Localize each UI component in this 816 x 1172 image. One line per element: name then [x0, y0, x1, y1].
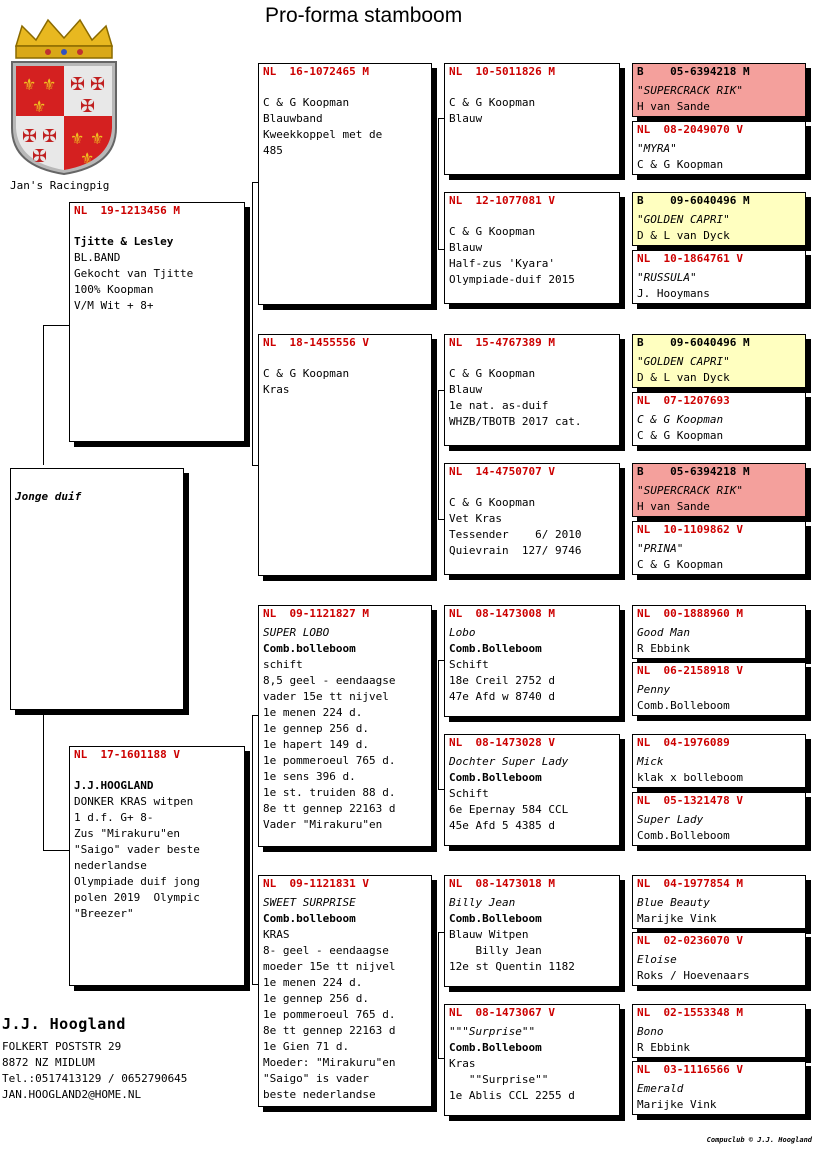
- ring-number: NL 08-1473018 M: [449, 877, 555, 890]
- ancestor-owner: Marijke Vink: [637, 912, 717, 925]
- ring-number: NL 00-1888960 M: [637, 607, 743, 620]
- ancestor-name: "SUPERCRACK RIK": [637, 484, 743, 497]
- pedigree-line: [449, 212, 615, 224]
- ancestor-name: Eloise: [637, 953, 677, 966]
- pedigree-line: nederlandse: [74, 859, 147, 872]
- great-grandparent-box[interactable]: [444, 63, 620, 175]
- pedigree-line: """Surprise"": [449, 1025, 536, 1038]
- ancestor-owner: D & L van Dyck: [637, 371, 730, 384]
- ancestor-name: "GOLDEN CAPRI": [637, 355, 730, 368]
- svg-text:✠: ✠: [22, 126, 38, 147]
- grandparent-box[interactable]: [258, 875, 432, 1107]
- svg-text:⚜: ⚜: [32, 97, 47, 116]
- pedigree-line: V/M Wit + 8+: [74, 299, 154, 312]
- pedigree-line: Schift: [449, 658, 489, 671]
- pedigree-line: Vader "Mirakuru"en: [263, 818, 383, 831]
- ring-number: NL 08-1473067 V: [449, 1006, 555, 1019]
- great-grandparent-box[interactable]: [444, 875, 620, 987]
- ancestor-name: Good Man: [637, 626, 690, 639]
- svg-text:✠: ✠: [32, 146, 48, 167]
- pedigree-line: Tjitte & Lesley: [74, 235, 174, 248]
- ancestor-name: Bono: [637, 1025, 664, 1038]
- gen4-ancestor-box[interactable]: [632, 1061, 806, 1115]
- pedigree-line: Lobo: [449, 626, 476, 639]
- pedigree-line: 6e Epernay 584 CCL: [449, 803, 569, 816]
- pedigree-line: J.J.HOOGLAND: [74, 779, 154, 792]
- ring-number: NL 02-0236070 V: [637, 934, 743, 947]
- ancestor-owner: C & G Koopman: [637, 429, 724, 442]
- ring-number: NL 08-2049070 V: [637, 123, 743, 136]
- ring-number: NL 14-4750707 V: [449, 465, 555, 478]
- svg-text:⚜: ⚜: [22, 75, 37, 94]
- gen4-ancestor-box[interactable]: [632, 605, 806, 659]
- pedigree-line: C & G Koopman: [449, 225, 536, 238]
- connector: [43, 325, 44, 465]
- pedigree-line: 485: [263, 144, 283, 157]
- pedigree-line: Gekocht van Tjitte: [74, 267, 194, 280]
- ring-number: NL 10-1109862 V: [637, 523, 743, 536]
- pedigree-line: KRAS: [263, 928, 290, 941]
- great-grandparent-box[interactable]: [444, 192, 620, 304]
- pedigree-line: Schift: [449, 787, 489, 800]
- pedigree-line: BL.BAND: [74, 251, 121, 264]
- pedigree-line: C & G Koopman: [449, 96, 536, 109]
- pedigree-line: Half-zus 'Kyara': [449, 257, 555, 270]
- svg-text:⚜: ⚜: [80, 149, 95, 168]
- ancestor-owner: R Ebbink: [637, 642, 690, 655]
- ancestor-owner: klak x bolleboom: [637, 771, 743, 784]
- pedigree-line: Dochter Super Lady: [449, 755, 569, 768]
- pedigree-line: "Saigo" is vader: [263, 1072, 369, 1085]
- pedigree-line: Blauw: [449, 383, 483, 396]
- pedigree-line: 100% Koopman: [74, 283, 154, 296]
- ancestor-owner: H van Sande: [637, 100, 710, 113]
- pedigree-line: [263, 83, 427, 95]
- connector: [43, 325, 69, 326]
- pedigree-line: Moeder: "Mirakuru"en: [263, 1056, 396, 1069]
- owner-email[interactable]: JAN.HOOGLAND2@HOME.NL: [2, 1088, 142, 1101]
- gen4-ancestor-box[interactable]: [632, 463, 806, 517]
- pedigree-line: 47e Afd w 8740 d: [449, 690, 555, 703]
- ancestor-owner: R Ebbink: [637, 1041, 690, 1054]
- ring-number: NL 02-1553348 M: [637, 1006, 743, 1019]
- pedigree-line: [74, 222, 240, 234]
- pedigree-line: moeder 15e tt nijvel: [263, 960, 396, 973]
- gen4-ancestor-box[interactable]: [632, 875, 806, 929]
- ring-number: B 05-6394218 M: [637, 465, 750, 478]
- pedigree-line: "Saigo" vader beste: [74, 843, 200, 856]
- ring-number: NL 10-1864761 V: [637, 252, 743, 265]
- ancestor-name: Emerald: [637, 1082, 684, 1095]
- page-title: Pro-forma stamboom: [265, 4, 463, 27]
- ancestor-owner: Marijke Vink: [637, 1098, 717, 1111]
- svg-text:✠: ✠: [90, 74, 106, 95]
- pedigree-line: [449, 354, 615, 366]
- pedigree-line: [263, 354, 427, 366]
- pedigree-line: 8e tt gennep 22163 d: [263, 802, 396, 815]
- owner-tel: Tel.:0517413129 / 0652790645: [2, 1072, 188, 1085]
- pedigree-line: 1e menen 224 d.: [263, 976, 363, 989]
- pedigree-line: C & G Koopman: [263, 367, 350, 380]
- footer-credit: Compuclub © J.J. Hoogland: [706, 1136, 812, 1144]
- pedigree-line: 1e Ablis CCL 2255 d: [449, 1089, 575, 1102]
- pedigree-line: 1e hapert 149 d.: [263, 738, 369, 751]
- ancestor-owner: D & L van Dyck: [637, 229, 730, 242]
- grandparent-box[interactable]: [258, 605, 432, 847]
- pedigree-line: 1 d.f. G+ 8-: [74, 811, 154, 824]
- pedigree-line: Tessender 6/ 2010: [449, 528, 582, 541]
- pedigree-line: 8,5 geel - eendaagse: [263, 674, 396, 687]
- pedigree-line: Zus "Mirakuru"en: [74, 827, 180, 840]
- owner-name: J.J. Hoogland: [2, 1015, 126, 1033]
- ancestor-name: "RUSSULA": [637, 271, 697, 284]
- ancestor-name: C & G Koopman: [637, 413, 724, 426]
- svg-text:⚜: ⚜: [42, 75, 57, 94]
- pedigree-line: Comb.Bolleboom: [449, 1041, 542, 1054]
- ancestor-owner: H van Sande: [637, 500, 710, 513]
- pedigree-line: 45e Afd 5 4385 d: [449, 819, 555, 832]
- pedigree-line: schift: [263, 658, 303, 671]
- ancestor-name: "PRINA": [637, 542, 684, 555]
- pedigree-line: Olympiade duif jong: [74, 875, 200, 888]
- pedigree-line: Comb.bolleboom: [263, 642, 356, 655]
- pedigree-line: Comb.Bolleboom: [449, 912, 542, 925]
- ring-number: B 05-6394218 M: [637, 65, 750, 78]
- great-grandparent-box[interactable]: [444, 734, 620, 846]
- gen4-ancestor-box[interactable]: [632, 1004, 806, 1058]
- pedigree-line: polen 2019 Olympic: [74, 891, 200, 904]
- ring-number: NL 19-1213456 M: [74, 204, 180, 217]
- pedigree-line: WHZB/TBOTB 2017 cat.: [449, 415, 582, 428]
- logo-label: Jan's Racingpig: [10, 179, 110, 192]
- pedigree-line: 1e menen 224 d.: [263, 706, 363, 719]
- svg-text:⚜: ⚜: [70, 129, 85, 148]
- pedigree-line: 12e st Quentin 1182: [449, 960, 575, 973]
- pedigree-line: [449, 483, 615, 495]
- pedigree-line: DONKER KRAS witpen: [74, 795, 194, 808]
- great-grandparent-box[interactable]: [444, 463, 620, 575]
- subject-label: Jonge duif: [15, 490, 82, 503]
- owner-city: 8872 NZ MIDLUM: [2, 1056, 95, 1069]
- ring-number: NL 04-1977854 M: [637, 877, 743, 890]
- ancestor-owner: Comb.Bolleboom: [637, 699, 730, 712]
- pedigree-line: 1e pommeroeul 765 d.: [263, 754, 396, 767]
- gen4-ancestor-box[interactable]: [632, 792, 806, 846]
- pedigree-line: 8e tt gennep 22163 d: [263, 1024, 396, 1037]
- pedigree-line: C & G Koopman: [449, 367, 536, 380]
- ancestor-owner: Comb.Bolleboom: [637, 829, 730, 842]
- gen4-ancestor-box[interactable]: [632, 392, 806, 446]
- ring-number: NL 18-1455556 V: [263, 336, 369, 349]
- ancestor-owner: C & G Koopman: [637, 158, 724, 171]
- ancestor-owner: J. Hooymans: [637, 287, 710, 300]
- subject-pigeon-box[interactable]: [10, 468, 184, 710]
- ring-number: NL 05-1321478 V: [637, 794, 743, 807]
- ancestor-owner: Roks / Hoevenaars: [637, 969, 750, 982]
- pedigree-line: 1e gennep 256 d.: [263, 992, 369, 1005]
- pedigree-line: Olympiade-duif 2015: [449, 273, 575, 286]
- pedigree-line: 1e pommeroeul 765 d.: [263, 1008, 396, 1021]
- svg-text:✠: ✠: [70, 74, 86, 95]
- gen4-ancestor-box[interactable]: [632, 121, 806, 175]
- pedigree-line: Kras: [263, 383, 290, 396]
- pedigree-line: Comb.bolleboom: [263, 912, 356, 925]
- gen4-ancestor-box[interactable]: [632, 63, 806, 117]
- pedigree-line: [74, 766, 240, 778]
- gen4-ancestor-box[interactable]: [632, 250, 806, 304]
- great-grandparent-box[interactable]: [444, 1004, 620, 1116]
- coat-of-arms-logo: [8, 16, 120, 176]
- pedigree-line: [449, 83, 615, 95]
- owner-street: FOLKERT POSTSTR 29: [2, 1040, 122, 1053]
- pedigree-line: "Breezer": [74, 907, 134, 920]
- pedigree-line: Comb.Bolleboom: [449, 642, 542, 655]
- pedigree-line: beste nederlandse: [263, 1088, 376, 1101]
- svg-text:✠: ✠: [42, 126, 58, 147]
- ring-number: B 09-6040496 M: [637, 336, 750, 349]
- gen4-ancestor-box[interactable]: [632, 192, 806, 246]
- pedigree-line: SWEET SURPRISE: [263, 896, 356, 909]
- svg-text:⚜: ⚜: [90, 129, 105, 148]
- ring-number: NL 08-1473008 M: [449, 607, 555, 620]
- great-grandparent-box[interactable]: [444, 334, 620, 446]
- pedigree-line: Billy Jean: [449, 944, 542, 957]
- ancestor-name: Mick: [637, 755, 664, 768]
- pedigree-line: ""Surprise"": [449, 1073, 549, 1086]
- pedigree-line: Vet Kras: [449, 512, 502, 525]
- pedigree-line: Blauw Witpen: [449, 928, 529, 941]
- ancestor-name: "GOLDEN CAPRI": [637, 213, 730, 226]
- pedigree-line: 1e nat. as-duif: [449, 399, 549, 412]
- ancestor-name: "MYRA": [637, 142, 677, 155]
- ring-number: NL 10-5011826 M: [449, 65, 555, 78]
- gen4-ancestor-box[interactable]: [632, 521, 806, 575]
- ring-number: NL 03-1116566 V: [637, 1063, 743, 1076]
- gen4-ancestor-box[interactable]: [632, 334, 806, 388]
- connector: [43, 850, 69, 851]
- parent-box[interactable]: [69, 202, 245, 442]
- grandparent-box[interactable]: [258, 334, 432, 576]
- ring-number: NL 09-1121831 V: [263, 877, 369, 890]
- ancestor-name: Blue Beauty: [637, 896, 710, 909]
- pedigree-line: 8- geel - eendaagse: [263, 944, 389, 957]
- ancestor-name: "SUPERCRACK RIK": [637, 84, 743, 97]
- ring-number: NL 04-1976089: [637, 736, 730, 749]
- pedigree-line: Blauw: [449, 241, 483, 254]
- parent-box[interactable]: [69, 746, 245, 986]
- pedigree-line: Billy Jean: [449, 896, 516, 909]
- great-grandparent-box[interactable]: [444, 605, 620, 717]
- pedigree-line: SUPER LOBO: [263, 626, 330, 639]
- svg-text:✠: ✠: [80, 96, 96, 117]
- owner-block: [2, 1015, 187, 1103]
- ring-number: NL 12-1077081 V: [449, 194, 555, 207]
- grandparent-box[interactable]: [258, 63, 432, 305]
- pedigree-line: 18e Creil 2752 d: [449, 674, 555, 687]
- gen4-ancestor-box[interactable]: [632, 662, 806, 716]
- pedigree-line: C & G Koopman: [263, 96, 350, 109]
- pedigree-line: Kras: [449, 1057, 476, 1070]
- ring-number: B 09-6040496 M: [637, 194, 750, 207]
- pedigree-line: Quievrain 127/ 9746: [449, 544, 582, 557]
- gen4-ancestor-box[interactable]: [632, 734, 806, 788]
- pedigree-line: Blauwband: [263, 112, 323, 125]
- ring-number: NL 17-1601188 V: [74, 748, 180, 761]
- pedigree-line: Kweekkoppel met de: [263, 128, 383, 141]
- ring-number: NL 16-1072465 M: [263, 65, 369, 78]
- ancestor-name: Penny: [637, 683, 671, 696]
- pedigree-line: 1e gennep 256 d.: [263, 722, 369, 735]
- ring-number: NL 06-2158918 V: [637, 664, 743, 677]
- pedigree-line: 1e sens 396 d.: [263, 770, 356, 783]
- ancestor-name: Super Lady: [637, 813, 704, 826]
- ring-number: NL 08-1473028 V: [449, 736, 555, 749]
- ancestor-owner: C & G Koopman: [637, 558, 724, 571]
- pedigree-line: Comb.Bolleboom: [449, 771, 542, 784]
- connector: [43, 712, 44, 850]
- pedigree-line: vader 15e tt nijvel: [263, 690, 389, 703]
- ring-number: NL 15-4767389 M: [449, 336, 555, 349]
- gen4-ancestor-box[interactable]: [632, 932, 806, 986]
- pedigree-line: 1e Gien 71 d.: [263, 1040, 350, 1053]
- pedigree-line: C & G Koopman: [449, 496, 536, 509]
- pedigree-line: 1e st. truiden 88 d.: [263, 786, 396, 799]
- ring-number: NL 07-1207693: [637, 394, 730, 407]
- ring-number: NL 09-1121827 M: [263, 607, 369, 620]
- pedigree-line: Blauw: [449, 112, 483, 125]
